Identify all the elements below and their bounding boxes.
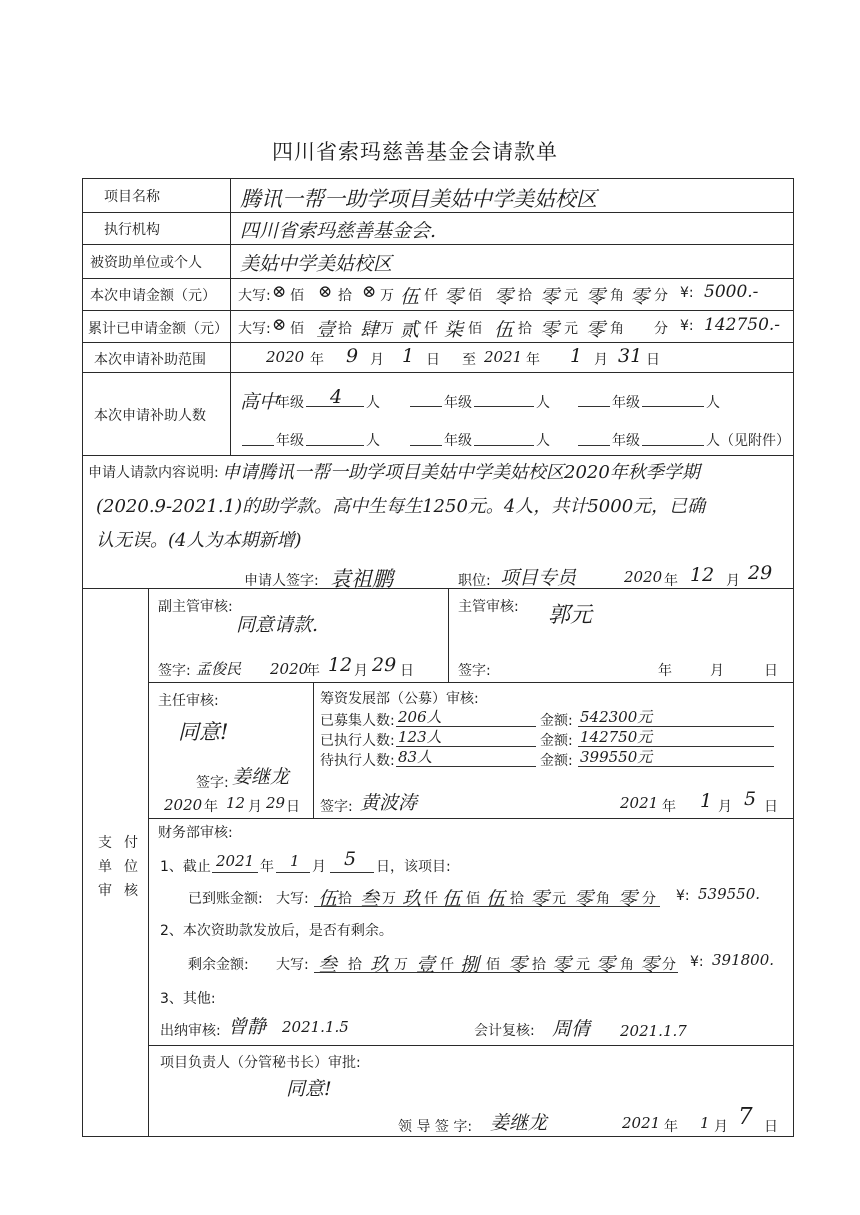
fundraising-review-label: 筹资发展部（公募）审核: [320, 691, 479, 707]
side-char: 单 [98, 859, 112, 875]
grade-label: 年级 [276, 433, 304, 449]
deputy-sign-label: 签字: [158, 663, 191, 679]
digit: 伍 [318, 888, 338, 910]
digit: 零 [574, 888, 594, 910]
applicant-year-label: 年 [664, 573, 678, 589]
unit: 分 [654, 321, 668, 337]
unit: 佰 [466, 891, 480, 907]
applicant-day: 29 [748, 562, 773, 584]
project-lead-label: 项目负责人（分管秘书长）审批: [160, 1055, 361, 1071]
unit: 拾 [532, 957, 546, 973]
applicant-month-label: 月 [726, 573, 740, 589]
project-lead-day: 7 [738, 1104, 753, 1130]
deputy-month: 12 [328, 654, 353, 676]
manager-review-label: 主管审核: [458, 599, 519, 615]
current-amount-yen: ¥: [680, 285, 694, 301]
current-amount-daxie: 大写: [238, 288, 271, 304]
unit: 仟 [424, 288, 438, 304]
cashier-label: 出纳审核: [160, 1023, 221, 1039]
digit: 零 [540, 319, 560, 341]
person-label: 人 [536, 433, 550, 449]
unit: 角 [620, 957, 634, 973]
director-sign-label: 签字: [196, 775, 229, 791]
director-year-label: 年 [204, 799, 218, 815]
digit: 零 [508, 954, 528, 976]
executing-org-label: 执行机构 [104, 222, 160, 238]
deputy-review-label: 副主管审核: [158, 599, 233, 615]
digit: 玖 [370, 954, 390, 976]
end-month: 1 [570, 345, 583, 367]
item1-day: 5 [344, 848, 357, 870]
executing-org-value: 四川省索玛慈善基金会. [240, 220, 437, 242]
count-value: 4 [330, 386, 343, 408]
director-year: 2020 [164, 796, 203, 814]
unit: 佰 [290, 321, 304, 337]
unit: 拾 [518, 288, 532, 304]
fundraising-sign-label: 签字: [320, 799, 353, 815]
received-figure: 539550. [698, 885, 761, 903]
deputy-day: 29 [372, 654, 397, 676]
director-day: 29 [266, 794, 286, 812]
unit: 角 [596, 891, 610, 907]
remaining-figure: 391800. [712, 951, 775, 969]
month-label: 月 [594, 352, 608, 368]
unit: 元 [564, 288, 578, 304]
year-label: 年 [310, 352, 324, 368]
grade-value: 高中 [240, 391, 279, 413]
received-yen: ¥: [676, 888, 690, 904]
explanation-line-2: (2020.9-2021.1)的助学款。高中生每生1250元。4人，共计5000元，已确 [96, 496, 706, 517]
attachment-note: 人（见附件） [706, 433, 790, 449]
cumulative-amount-label: 累计已申请金额（元） [88, 321, 228, 337]
unit: 拾 [518, 321, 532, 337]
unit: 元 [576, 957, 590, 973]
raised-amount-value: 542300元 [580, 708, 653, 726]
digit: 叁 [360, 888, 380, 910]
project-lead-sign-label: 领 导 签 字: [398, 1119, 473, 1135]
month-label: 月 [370, 352, 384, 368]
person-label: 人 [706, 395, 720, 411]
item1-suffix: 日，该项目: [376, 859, 451, 875]
start-year: 2020 [266, 348, 305, 366]
digit: 壹 [316, 319, 336, 341]
applicant-year: 2020 [624, 568, 663, 586]
fundraising-day-label: 日 [764, 799, 778, 815]
digit: 零 [640, 954, 660, 976]
grade-label: 年级 [444, 433, 472, 449]
side-char: 位 [124, 859, 138, 875]
raised-people-value: 206人 [398, 708, 442, 726]
unit: 拾 [338, 288, 352, 304]
deputy-signature: 孟俊民 [196, 660, 242, 678]
director-signature: 姜继龙 [232, 766, 290, 788]
received-daxie: 大写: [276, 891, 309, 907]
finance-item-2: 2、本次资助款发放后，是否有剩余。 [160, 923, 393, 939]
cashier-signature: 曾静 [228, 1016, 267, 1038]
project-lead-signature: 姜继龙 [490, 1112, 548, 1134]
unit: 万 [382, 891, 396, 907]
subsidy-people-label: 本次申请补助人数 [94, 408, 206, 424]
fundraising-signature: 黄波涛 [360, 792, 418, 814]
digit: 零 [444, 286, 464, 308]
unit: 仟 [424, 321, 438, 337]
accounting-signature: 周倩 [552, 1018, 591, 1040]
unit: 元 [552, 891, 566, 907]
digit: 零 [630, 286, 650, 308]
pending-people-label: 待执行人数: [320, 753, 395, 769]
form-title: 四川省索玛慈善基金会请款单 [272, 140, 558, 164]
year-label: 年 [526, 352, 540, 368]
grade-label: 年级 [612, 395, 640, 411]
received-label: 已到账金额: [188, 891, 263, 907]
applicant-month: 12 [690, 564, 715, 586]
digit: 零 [540, 286, 560, 308]
side-char: 支 [98, 835, 112, 851]
director-review-label: 主任审核: [158, 693, 219, 709]
manager-year-label: 年 [658, 663, 672, 679]
digit: 壹 [416, 954, 436, 976]
item1-prefix: 1、截止 [160, 859, 211, 875]
unit: 万 [380, 288, 394, 304]
item1-year: 2021 [216, 852, 255, 870]
director-month: 12 [226, 794, 246, 812]
digit: 玖 [402, 888, 422, 910]
cumulative-amount-yen: ¥: [680, 318, 694, 334]
project-lead-year: 2021 [622, 1114, 661, 1132]
digit: 贰 [400, 319, 420, 341]
unit: 拾 [338, 321, 352, 337]
deputy-month-label: 月 [354, 663, 368, 679]
digit: 零 [618, 888, 638, 910]
subsidy-range-label: 本次申请补助范围 [94, 352, 206, 368]
deputy-day-label: 日 [400, 663, 414, 679]
unit: 分 [654, 288, 668, 304]
fundraising-year-label: 年 [662, 799, 676, 815]
project-name-value: 腾讯一帮一助学项目美姑中学美姑校区 [240, 187, 597, 211]
unit: 元 [564, 321, 578, 337]
digit: ⊗ [362, 282, 377, 302]
current-amount-label: 本次申请金额（元） [90, 288, 216, 304]
director-review-comment: 同意! [178, 720, 229, 744]
explanation-label: 申请人请款内容说明: [88, 465, 219, 481]
start-month: 9 [346, 345, 359, 367]
unit: 拾 [348, 957, 362, 973]
fundraising-month-label: 月 [718, 799, 732, 815]
raised-people-label: 已募集人数: [320, 713, 395, 729]
unit: 佰 [290, 288, 304, 304]
finance-review-label: 财务部审核: [158, 825, 233, 841]
finance-item-3: 3、其他: [160, 991, 216, 1007]
day-label: 日 [426, 352, 440, 368]
item1-year-label: 年 [260, 859, 274, 875]
unit: 拾 [338, 891, 352, 907]
person-label: 人 [366, 433, 380, 449]
digit: 伍 [494, 319, 514, 341]
digit: 零 [596, 954, 616, 976]
executed-people-value: 123人 [398, 728, 442, 746]
digit: 零 [552, 954, 572, 976]
digit: 捌 [460, 954, 480, 976]
applicant-sign-label: 申请人签字: [244, 573, 319, 589]
pending-amount-value: 399550元 [580, 748, 653, 766]
digit: 零 [586, 319, 606, 341]
project-lead-month-label: 月 [714, 1119, 728, 1135]
side-char: 付 [124, 835, 138, 851]
beneficiary-label: 被资助单位或个人 [90, 255, 202, 271]
manager-sign-label: 签字: [458, 663, 491, 679]
person-label: 人 [536, 395, 550, 411]
unit: 仟 [424, 891, 438, 907]
fundraising-month: 1 [700, 790, 713, 812]
item1-month: 1 [290, 852, 300, 870]
pending-amount-label: 金额: [540, 753, 573, 769]
fundraising-day: 5 [744, 788, 757, 810]
unit: 万 [394, 957, 408, 973]
cumulative-amount-figure: 142750.- [704, 315, 781, 335]
manager-month-label: 月 [710, 663, 724, 679]
deputy-year: 2020 [270, 660, 309, 678]
digit: ⊗ [272, 282, 287, 302]
fundraising-year: 2021 [620, 794, 659, 812]
unit: 佰 [468, 288, 482, 304]
accounting-label: 会计复核: [474, 1023, 535, 1039]
executed-amount-value: 142750元 [580, 728, 653, 746]
manager-signature: 郭元 [548, 603, 593, 628]
deputy-review-comment: 同意请款. [236, 614, 319, 636]
explanation-line-3: 认无误。(4人为本期新增) [96, 530, 302, 551]
project-lead-day-label: 日 [764, 1119, 778, 1135]
position-value: 项目专员 [500, 567, 577, 589]
applicant-signature: 袁祖鹏 [330, 567, 393, 591]
project-lead-year-label: 年 [664, 1119, 678, 1135]
unit: 仟 [440, 957, 454, 973]
remaining-daxie: 大写: [276, 957, 309, 973]
unit: 分 [642, 891, 656, 907]
unit: 角 [610, 321, 624, 337]
grade-label: 年级 [276, 395, 304, 411]
end-day: 31 [618, 345, 643, 367]
accounting-date: 2021.1.7 [620, 1022, 687, 1040]
raised-amount-label: 金额: [540, 713, 573, 729]
unit: 拾 [510, 891, 524, 907]
remaining-label: 剩余金额: [188, 957, 249, 973]
unit: 分 [662, 957, 676, 973]
unit: 佰 [468, 321, 482, 337]
digit: 肆 [360, 319, 380, 341]
executed-people-label: 已执行人数: [320, 733, 395, 749]
grade-label: 年级 [612, 433, 640, 449]
manager-day-label: 日 [764, 663, 778, 679]
pending-people-value: 83人 [398, 748, 433, 766]
digit: 伍 [486, 888, 506, 910]
director-day-label: 日 [286, 799, 300, 815]
digit: 零 [586, 286, 606, 308]
beneficiary-value: 美姑中学美姑校区 [240, 253, 393, 275]
cumulative-amount-daxie: 大写: [238, 321, 271, 337]
unit: 佰 [486, 957, 500, 973]
project-name-label: 项目名称 [104, 189, 160, 205]
digit: ⊗ [318, 282, 333, 302]
remaining-yen: ¥: [690, 954, 704, 970]
grade-label: 年级 [444, 395, 472, 411]
digit: 伍 [400, 286, 420, 308]
digit: 叁 [318, 954, 338, 976]
position-label: 职位: [458, 573, 491, 589]
project-lead-comment: 同意! [286, 1078, 332, 1100]
deputy-year-label: 年 [306, 663, 320, 679]
unit: 万 [380, 321, 394, 337]
director-month-label: 月 [248, 799, 262, 815]
executed-amount-label: 金额: [540, 733, 573, 749]
person-label: 人 [366, 395, 380, 411]
side-char: 审 [98, 883, 112, 899]
current-amount-figure: 5000.- [704, 282, 759, 302]
cashier-date: 2021.1.5 [282, 1018, 349, 1036]
digit: ⊗ [272, 315, 287, 335]
digit: 伍 [442, 888, 462, 910]
item1-month-label: 月 [312, 859, 326, 875]
range-to: 至 [462, 352, 476, 368]
day-label: 日 [646, 352, 660, 368]
side-char: 核 [124, 883, 138, 899]
unit: 角 [610, 288, 624, 304]
start-day: 1 [402, 345, 415, 367]
digit: 零 [530, 888, 550, 910]
project-lead-month: 1 [700, 1114, 710, 1132]
digit: 零 [494, 286, 514, 308]
explanation-line-1: 申请腾讯一帮一助学项目美姑中学美姑校区2020年秋季学期 [222, 462, 700, 483]
digit: 柒 [444, 319, 464, 341]
end-year: 2021 [484, 348, 523, 366]
